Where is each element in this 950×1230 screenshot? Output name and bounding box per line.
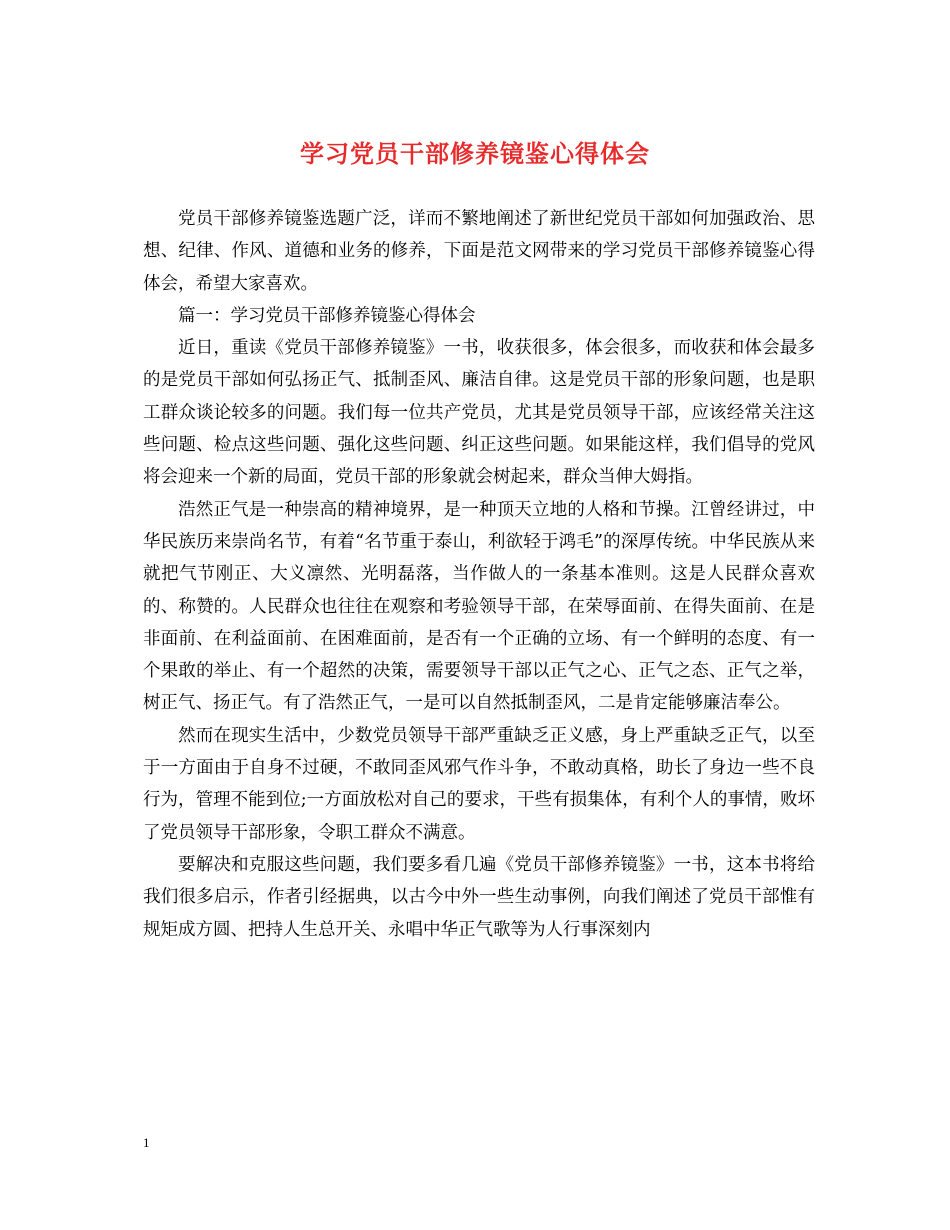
document-body bbox=[143, 203, 815, 946]
body-paragraph: 然而在现实生活中，少数党员领导干部严重缺乏正义感，身上严重缺乏正气，以至于一方面由于自身不过硬，不敢同歪风邪气作斗争，不敢动真格，助长了身边一些不良行为，管理不能到位;一方面放松对自己的要求，干些有损集体，有利个人的事情，败坏了党员领导干部形象，令职工群众不满意。 bbox=[143, 725, 815, 843]
intro-paragraph: 党员干部修养镜鉴选题广泛，详而不繁地阐述了新世纪党员干部如何加强政治、思想、纪律、作风、道德和业务的修养，下面是范文网带来的学习党员干部修养镜鉴心得体会，希望大家喜欢。 bbox=[143, 209, 815, 294]
body-paragraph: 要解决和克服这些问题，我们要多看几遍《党员干部修养镜鉴》一书，这本书将给我们很多启示，作者引经据典，以古今中外一些生动事例，向我们阐述了党员干部惟有规矩成方圆、把持人生总开关、永唱中华正气歌等为人行事深刻内 bbox=[143, 854, 815, 940]
body-paragraph: 近日，重读《党员干部修养镜鉴》一书，收获很多，体会很多，而收获和体会最多的是党员干部如何弘扬正气、抵制歪风、廉洁自律。这是党员干部的形象问题，也是职工群众谈论较多的问题。我们每一位共产党员，尤其是党员领导干部，应该经常关注这些问题、检点这些问题、强化这些问题、纠正这些问题。如果能这样，我们倡导的党风将会迎来一个新的局面，党员干部的形象就会树起来，群众当伸大姆指。 bbox=[143, 338, 815, 488]
document-title: 学习党员干部修养镜鉴心得体会 bbox=[300, 139, 650, 168]
page-number: 1 bbox=[143, 1135, 150, 1150]
section-heading: 篇一：学习党员干部修养镜鉴心得体会 bbox=[178, 305, 476, 326]
body-paragraph: 浩然正气是一种崇高的精神境界，是一种顶天立地的人格和节操。江曾经讲过，中华民族历来崇尚名节，有着“名节重于泰山，利欲轻于鸿毛”的深厚传统。中华民族从来就把气节刚正、大义凛然、光明磊落，当作做人的一条基本准则。这是人民群众喜欢的、称赞的。人民群众也往往在观察和考验领导干部，在荣辱面前、在得失面前、在是非面前、在利益面前、在困难面前，是否有一个正确的立场、有一个鲜明的态度、有一个果敢的举止、有一个超然的决策，需要领导干部以正气之心、正气之态、正气之举，树正气、扬正气。有了浩然正气，一是可以自然抵制歪风，二是肯定能够廉洁奉公。 bbox=[143, 499, 815, 714]
